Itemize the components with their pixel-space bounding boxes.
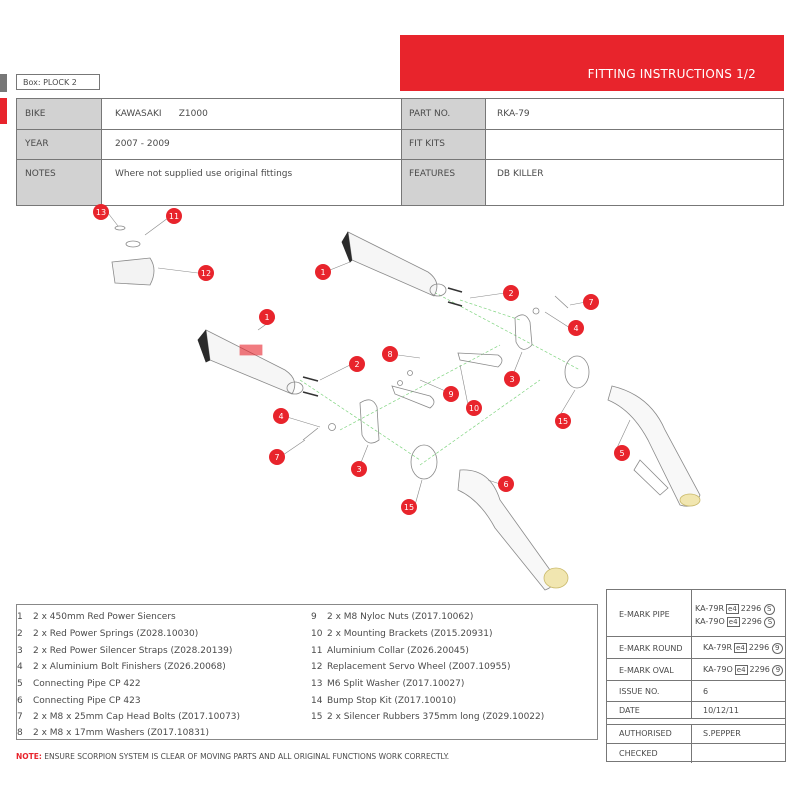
finisher-lower <box>329 424 336 431</box>
list-item: 4 2 x Aluminium Bolt Finishers (Z026.20068) <box>17 662 226 672</box>
callout-1-upper <box>315 264 331 280</box>
alignment-guides <box>300 290 580 465</box>
callout-4-lower <box>273 408 289 424</box>
bracket-lower <box>392 386 434 408</box>
part-label: PART NO. <box>409 109 451 119</box>
list-item: 11 Aluminium Collar (Z026.20045) <box>311 646 469 656</box>
svg-text:15: 15 <box>557 417 569 426</box>
svg-text:12: 12 <box>200 269 212 278</box>
svg-text:5: 5 <box>619 449 625 458</box>
year-label: YEAR <box>25 139 49 149</box>
emark-pipe-o: KA-79O e4 2296 S <box>695 617 775 628</box>
split-washer <box>115 226 125 230</box>
authorised-value: S.PEPPER <box>703 729 741 738</box>
svg-text:1: 1 <box>320 268 326 277</box>
svg-text:15: 15 <box>403 503 415 512</box>
grey-tab <box>0 74 7 92</box>
svg-text:9: 9 <box>448 390 454 399</box>
e4-badge-icon: e4 <box>728 605 737 613</box>
svg-text:8: 8 <box>387 350 393 359</box>
lower-silencer <box>198 330 303 394</box>
list-item: 6 Connecting Pipe CP 423 <box>17 696 141 706</box>
bike-label: BIKE <box>25 109 46 119</box>
upper-silencer <box>342 232 446 296</box>
svg-text:7: 7 <box>588 298 594 307</box>
rubber-upper <box>565 356 589 388</box>
servo-wheel <box>112 258 154 285</box>
svg-text:2: 2 <box>354 360 360 369</box>
safety-note: NOTE: ENSURE SCORPION SYSTEM IS CLEAR OF MOVING PARTS AND ALL ORIGINAL FUNCTIONS WORK CORRECTLY. <box>16 752 450 761</box>
callout-10 <box>466 400 482 416</box>
red-tab <box>0 98 7 124</box>
notes-value: Where not supplied use original fittings <box>115 169 293 179</box>
aluminium-collar <box>126 241 140 247</box>
finisher-upper <box>533 308 539 314</box>
svg-text:4: 4 <box>573 324 579 333</box>
emark-table <box>606 589 786 762</box>
fit-kits-value <box>489 129 497 139</box>
year-value: 2007 - 2009 <box>115 139 170 149</box>
fit-kits-label: FIT KITS <box>409 139 445 149</box>
features-value: DB KILLER <box>497 169 544 179</box>
emark-oval-label: E-MARK OVAL <box>619 666 674 675</box>
list-item: 7 2 x M8 x 25mm Cap Head Bolts (Z017.10073) <box>17 712 241 722</box>
callout-7-upper <box>583 294 599 310</box>
callout-3-lower <box>351 461 367 477</box>
svg-text:11: 11 <box>168 212 180 221</box>
svg-text:13: 13 <box>95 208 107 217</box>
part-value: RKA-79 <box>497 109 530 119</box>
callout-9 <box>443 386 459 402</box>
svg-text:3: 3 <box>509 375 515 384</box>
list-item: 3 2 x Red Power Silencer Straps (Z028.20139) <box>17 646 233 656</box>
date-value: 10/12/11 <box>703 706 739 715</box>
page-title: FITTING INSTRUCTIONS 1/2 <box>587 67 756 81</box>
svg-text:2: 2 <box>508 289 514 298</box>
callout-13 <box>93 204 109 220</box>
svg-text:3: 3 <box>356 465 362 474</box>
svg-text:7: 7 <box>274 453 280 462</box>
bolt-lower <box>303 428 318 440</box>
authorised-label: AUTHORISED <box>619 729 672 738</box>
box-label: Box: PLOCK 2 <box>16 74 100 90</box>
notes-label: NOTES <box>25 169 56 179</box>
callout-15-lower <box>401 499 417 515</box>
e4-badge-icon: e4 <box>736 666 746 674</box>
list-item: 14 Bump Stop Kit (Z017.10010) <box>311 696 457 706</box>
date-label: DATE <box>619 706 640 715</box>
svg-text:4: 4 <box>278 412 284 421</box>
callout-2-upper <box>503 285 519 301</box>
callout-11 <box>166 208 182 224</box>
issue-label: ISSUE NO. <box>619 687 660 696</box>
callout-6 <box>498 476 514 492</box>
emark-pipe-r: KA-79R e4 2296 S <box>695 604 775 615</box>
bolt-upper <box>555 296 568 308</box>
list-item: 9 2 x M8 Nyloc Nuts (Z017.10062) <box>311 612 474 622</box>
list-item: 8 2 x M8 x 17mm Washers (Z017.10831) <box>17 728 210 738</box>
exploded-diagram <box>0 200 800 595</box>
svg-text:6: 6 <box>503 480 509 489</box>
callout-7-lower <box>269 449 285 465</box>
callout-2-lower <box>349 356 365 372</box>
e4-badge-icon: e4 <box>736 644 745 652</box>
parts-list <box>16 604 598 740</box>
callout-5 <box>614 445 630 461</box>
svg-text:10: 10 <box>468 404 480 413</box>
issue-value: 6 <box>703 687 709 696</box>
emark-pipe-label: E-MARK PIPE <box>619 610 670 619</box>
rubber-lower <box>411 445 437 479</box>
bracket-upper <box>458 353 502 367</box>
list-item: 12 Replacement Servo Wheel (Z007.10955) <box>311 662 511 672</box>
list-item: 13 M6 Split Washer (Z017.10027) <box>311 679 465 689</box>
list-item: 10 2 x Mounting Brackets (Z015.20931) <box>311 629 493 639</box>
list-item: 1 2 x 450mm Red Power Siencers <box>17 612 176 622</box>
emark-round-label: E-MARK ROUND <box>619 644 683 653</box>
features-label: FEATURES <box>409 169 456 179</box>
springs <box>303 288 462 396</box>
callout-4-upper <box>568 320 584 336</box>
emark-round-value: KA-79R e4 2296 9 <box>703 643 783 654</box>
header-band <box>400 35 784 91</box>
info-table <box>16 98 784 206</box>
callout-8 <box>382 346 398 362</box>
callout-15-upper <box>555 413 571 429</box>
e4-badge-icon: e4 <box>728 618 738 626</box>
list-item: 5 Connecting Pipe CP 422 <box>17 679 141 689</box>
callout-12 <box>198 265 214 281</box>
svg-text:1: 1 <box>264 313 270 322</box>
list-item: 15 2 x Silencer Rubbers 375mm long (Z029.10022) <box>311 712 545 722</box>
list-item: 2 2 x Red Power Springs (Z028.10030) <box>17 629 199 639</box>
callout-1-lower <box>259 309 275 325</box>
checked-label: CHECKED <box>619 749 658 758</box>
emark-oval-value: KA-79O e4 2296 9 <box>703 665 783 676</box>
callout-3-upper <box>504 371 520 387</box>
bike-value: KAWASAKI Z1000 <box>115 109 208 119</box>
